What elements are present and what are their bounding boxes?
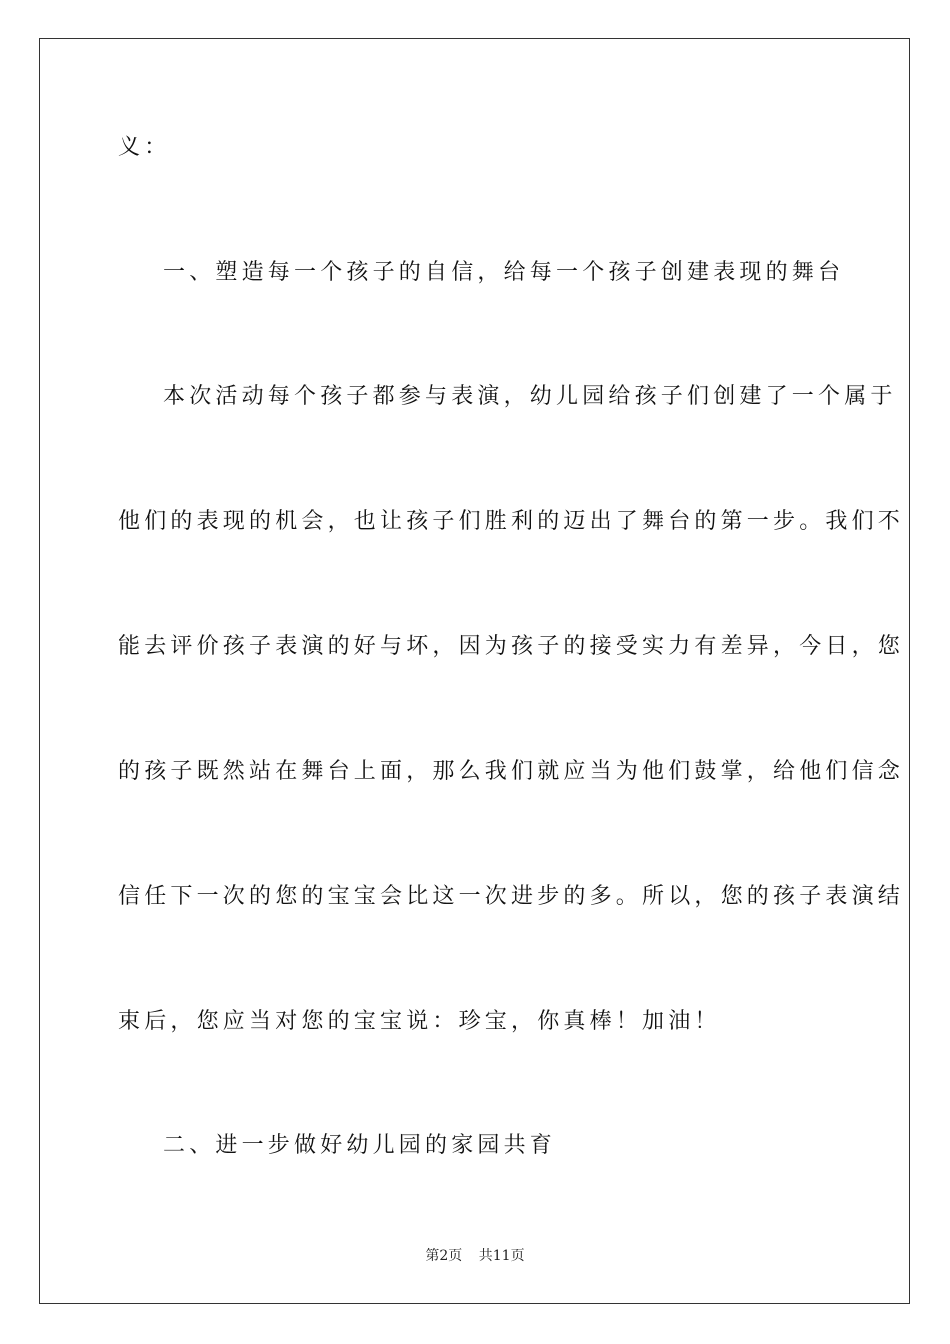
paragraph-line-2: 他们的表现的机会，也让孩子们胜利的迈出了舞台的第一步。我们不 [118, 509, 905, 534]
section-heading-2: 二、进一步做好幼儿园的家园共育 [163, 1133, 557, 1158]
page-number: 第2页 [425, 1248, 463, 1264]
page-border [39, 38, 910, 1304]
page-footer [0, 1246, 950, 1266]
page-total: 共11页 [478, 1248, 525, 1264]
paragraph-line-3: 能去评价孩子表演的好与坏，因为孩子的接受实力有差异，今日，您 [118, 634, 905, 659]
section-heading-1: 一、塑造每一个孩子的自信，给每一个孩子创建表现的舞台 [163, 260, 845, 285]
text-line-continuation: 义： [118, 135, 171, 160]
paragraph-line-1: 本次活动每个孩子都参与表演，幼儿园给孩子们创建了一个属于 [163, 384, 897, 409]
paragraph-line-5: 信任下一次的您的宝宝会比这一次进步的多。所以，您的孩子表演结 [118, 884, 905, 909]
paragraph-line-6: 束后，您应当对您的宝宝说：珍宝，你真棒！加油！ [118, 1009, 721, 1034]
paragraph-line-4: 的孩子既然站在舞台上面，那么我们就应当为他们鼓掌，给他们信念 [118, 759, 905, 784]
